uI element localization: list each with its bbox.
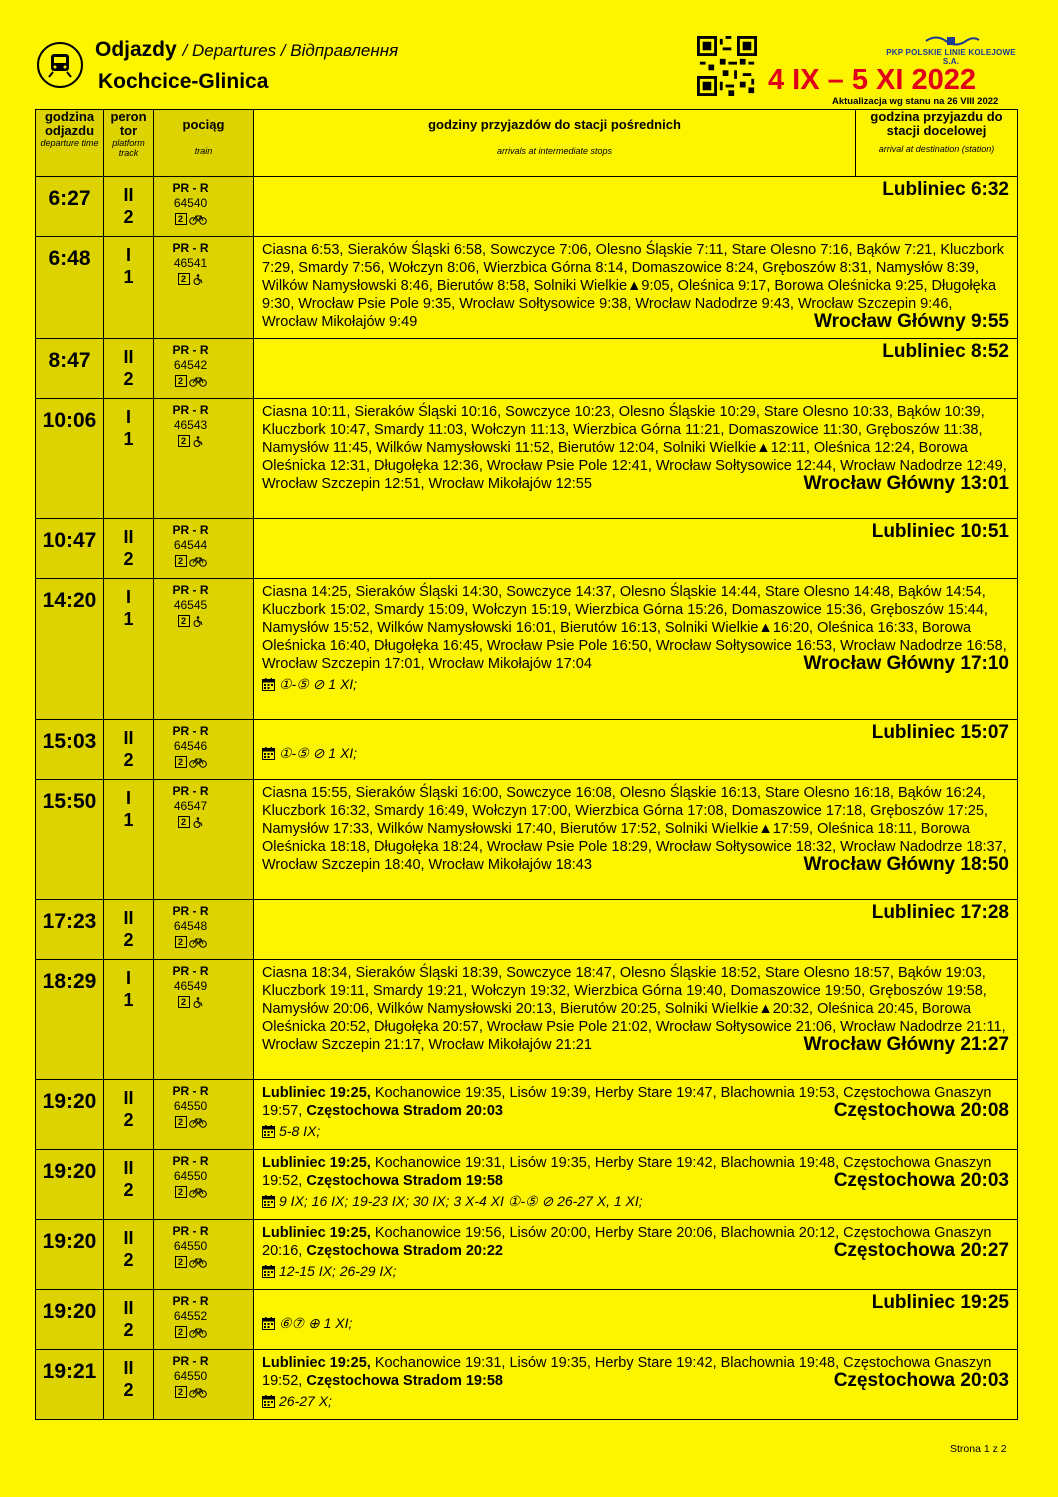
- table-row: [36, 177, 1018, 237]
- table-row: [36, 237, 1018, 339]
- destination: Wrocław Główny 17:10: [803, 653, 1009, 674]
- calendar-icon: [262, 1265, 275, 1278]
- calendar-note: [262, 1262, 1009, 1280]
- train-info: [154, 177, 254, 237]
- accessibility-icon: [192, 616, 204, 627]
- track: 1: [123, 429, 134, 449]
- platform: II: [123, 185, 134, 205]
- accessibility-icon: [192, 997, 204, 1008]
- bicycle-icon: [189, 1117, 207, 1128]
- destination: Lubliniec 19:25: [871, 1292, 1009, 1313]
- departure-time: 6:27: [36, 177, 104, 237]
- second-class-icon: 2: [175, 1256, 187, 1268]
- platform: II: [123, 527, 134, 547]
- page-number: Strona 1 z 2: [950, 1443, 1007, 1455]
- route-cell: [254, 960, 1018, 1080]
- route-cell: [254, 1350, 1018, 1420]
- train-category: PR - R: [172, 1294, 209, 1308]
- train-number: 64550: [173, 1369, 208, 1383]
- second-class-icon: 2: [178, 996, 190, 1008]
- note-text: 12-15 IX; 26-29 IX;: [279, 1263, 397, 1279]
- platform-track: [104, 1150, 154, 1220]
- accessibility-icon: [192, 817, 204, 828]
- departure-time: 18:29: [36, 960, 104, 1080]
- table-row: [36, 519, 1018, 579]
- intermediate-stops: Ciasna 18:34, Sieraków Śląski 18:39, Sowczyce 18:47, Olesno Śląskie 18:52, Stare Olesno 18:57, Bąków 19:03, Kluczbork 19:11, Smardy 19:21, Wołczyn 19:32, Wierzbica Górna 19:40, Domaszowice 19:50, Gręboszów 19:58, Namysłów 20:06, Wilków Namysłowski 20:13, Bierutów 20:25, Solniki Wielkie▲20:32, Oleśnica 20:45, Borowa Oleśnicka 20:52, Długołęka 20:57, Wrocław Psie Pole 21:02, Wrocław Sołtysowice 21:06, Wrocław Nadodrze 21:11, Wrocław Szczepin 21:17, Wrocław Mikołajów 21:21: [262, 965, 1006, 1053]
- platform: I: [125, 968, 131, 988]
- destination: Lubliniec 17:28: [871, 902, 1009, 923]
- destination: Częstochowa 20:03: [833, 1170, 1009, 1191]
- train-number: 64550: [173, 1169, 208, 1183]
- calendar-note: [262, 1392, 1009, 1410]
- intermediate-stops: Ciasna 15:55, Sieraków Śląski 16:00, Sowczyce 16:08, Olesno Śląskie 16:13, Stare Olesno 16:18, Bąków 16:24, Kluczbork 16:32, Smardy 16:49, Wołczyn 17:00, Wierzbica Górna 17:08, Domaszowice 17:18, Gręboszów 17:25, Namysłów 17:33, Wilków Namysłowski 17:40, Bierutów 17:52, Solniki Wielkie▲17:59, Oleśnica 18:11, Borowa Oleśnicka 18:18, Długołęka 18:24, Wrocław Psie Pole 18:29, Wrocław Sołtysowice 18:32, Wrocław Nadodrze 18:37, Wrocław Szczepin 18:40, Wrocław Mikołajów 18:43: [262, 785, 1007, 873]
- intermediate-stops: Lubliniec 19:25, Kochanowice 19:56, Lisów 20:00, Herby Stare 20:06, Blachownia 20:12, Częstochowa Gnaszyn 20:16, Częstochowa Stradom 20:22: [262, 1225, 992, 1259]
- route-cell: [254, 1220, 1018, 1290]
- train-number: 46547: [173, 799, 208, 813]
- train-info: [154, 399, 254, 519]
- train-category: PR - R: [172, 583, 209, 597]
- table-row: [36, 1290, 1018, 1350]
- col-time: godzina odjazdu departure time: [36, 110, 104, 177]
- train-number: 46543: [173, 418, 208, 432]
- track: 1: [123, 267, 134, 287]
- train-category: PR - R: [172, 1154, 209, 1168]
- train-info: [154, 339, 254, 399]
- intermediate-stops: Lubliniec 19:25, Kochanowice 19:31, Lisów 19:35, Herby Stare 19:42, Blachownia 19:48, Częstochowa Gnaszyn 19:52, Częstochowa Stradom 19:58: [262, 1355, 992, 1389]
- track: 2: [123, 369, 134, 389]
- route-cell: [254, 399, 1018, 519]
- bicycle-icon: [189, 1387, 207, 1398]
- second-class-icon: 2: [178, 816, 190, 828]
- platform: II: [123, 1228, 134, 1248]
- route-cell: [254, 339, 1018, 399]
- calendar-note: [262, 1314, 1009, 1332]
- route-cell: [254, 237, 1018, 339]
- track: 2: [123, 1110, 134, 1130]
- col-dest: godzina przyjazdu do stacji docelowej arrival at destination (station): [856, 110, 1018, 177]
- col-stops: godziny przyjazdów do stacji pośrednich arrivals at intermediate stops: [254, 110, 856, 177]
- departure-time: 14:20: [36, 579, 104, 720]
- train-number: 64552: [173, 1309, 208, 1323]
- train-category: PR - R: [172, 904, 209, 918]
- qr-code-icon: [697, 36, 757, 96]
- destination: Wrocław Główny 18:50: [803, 854, 1009, 875]
- train-number: 64546: [173, 739, 208, 753]
- bicycle-icon: [189, 757, 207, 768]
- destination: Lubliniec 8:52: [882, 341, 1009, 362]
- departure-time: 10:47: [36, 519, 104, 579]
- route-cell: [254, 720, 1018, 780]
- page-title: Odjazdy / Departures / Відправлення: [95, 38, 399, 61]
- intermediate-stops: Ciasna 10:11, Sieraków Śląski 10:16, Sowczyce 10:23, Olesno Śląskie 10:29, Stare Olesno 10:33, Bąków 10:39, Kluczbork 10:47, Smardy 11:03, Wołczyn 11:13, Wierzbica Górna 11:21, Domaszowice 11:30, Gręboszów 11:38, Namysłów 11:45, Wilków Namysłowski 11:52, Bierutów 12:04, Solniki Wielkie▲12:11, Oleśnica 12:24, Borowa Oleśnicka 12:31, Długołęka 12:36, Wrocław Psie Pole 12:41, Wrocław Sołtysowice 12:44, Wrocław Nadodrze 12:49, Wrocław Szczepin 12:51, Wrocław Mikołajów 12:55: [262, 404, 1007, 492]
- destination: Wrocław Główny 9:55: [814, 311, 1009, 332]
- destination: Lubliniec 10:51: [871, 521, 1009, 542]
- route-cell: [254, 579, 1018, 720]
- bicycle-icon: [189, 937, 207, 948]
- train-category: PR - R: [172, 724, 209, 738]
- second-class-icon: 2: [178, 435, 190, 447]
- route-cell: [254, 177, 1018, 237]
- note-text: ⑥⑦ ⊕ 1 XI;: [279, 1315, 353, 1331]
- train-number: 64540: [173, 196, 208, 210]
- train-info: [154, 519, 254, 579]
- train-info: [154, 960, 254, 1080]
- track: 2: [123, 1180, 134, 1200]
- note-text: ①-⑤ ⊘ 1 XI;: [279, 676, 358, 692]
- train-number: 64544: [173, 538, 208, 552]
- second-class-icon: 2: [175, 1186, 187, 1198]
- platform-track: [104, 1220, 154, 1290]
- calendar-icon: [262, 1395, 275, 1408]
- train-category: PR - R: [172, 1224, 209, 1238]
- departure-time: 10:06: [36, 399, 104, 519]
- platform-track: [104, 1080, 154, 1150]
- platform: II: [123, 728, 134, 748]
- train-category: PR - R: [172, 403, 209, 417]
- track: 1: [123, 810, 134, 830]
- train-number: 64550: [173, 1099, 208, 1113]
- destination: Częstochowa 20:03: [833, 1370, 1009, 1391]
- train-info: [154, 720, 254, 780]
- intermediate-stops: Lubliniec 19:25, Kochanowice 19:31, Lisów 19:35, Herby Stare 19:42, Blachownia 19:48, Częstochowa Gnaszyn 19:52, Częstochowa Stradom 19:58: [262, 1155, 992, 1189]
- calendar-icon: [262, 1125, 275, 1138]
- table-row: [36, 339, 1018, 399]
- destination: Częstochowa 20:08: [833, 1100, 1009, 1121]
- second-class-icon: 2: [175, 936, 187, 948]
- train-number: 64542: [173, 358, 208, 372]
- route-cell: [254, 1150, 1018, 1220]
- train-number: 64550: [173, 1239, 208, 1253]
- calendar-icon: [262, 747, 275, 760]
- track: 2: [123, 207, 134, 227]
- second-class-icon: 2: [178, 273, 190, 285]
- platform-track: [104, 900, 154, 960]
- second-class-icon: 2: [175, 1386, 187, 1398]
- update-note: Aktualizacja wg stanu na 26 VIII 2022: [832, 96, 999, 107]
- train-info: [154, 1080, 254, 1150]
- platform-track: [104, 780, 154, 900]
- calendar-note: [262, 675, 1009, 693]
- train-category: PR - R: [172, 343, 209, 357]
- train-category: PR - R: [172, 181, 209, 195]
- train-number: 46541: [173, 256, 208, 270]
- train-category: PR - R: [172, 523, 209, 537]
- platform: II: [123, 347, 134, 367]
- calendar-note: [262, 1192, 1009, 1210]
- platform-track: [104, 519, 154, 579]
- second-class-icon: 2: [175, 1116, 187, 1128]
- train-number: 46545: [173, 598, 208, 612]
- note-text: ①-⑤ ⊘ 1 XI;: [279, 745, 358, 761]
- route-cell: [254, 1080, 1018, 1150]
- train-info: [154, 1220, 254, 1290]
- track: 2: [123, 1380, 134, 1400]
- second-class-icon: 2: [175, 1326, 187, 1338]
- departure-time: 19:21: [36, 1350, 104, 1420]
- table-row: [36, 900, 1018, 960]
- intermediate-stops: Lubliniec 19:25, Kochanowice 19:35, Lisów 19:39, Herby Stare 19:47, Blachownia 19:53, Częstochowa Gnaszyn 19:57, Częstochowa Stradom 20:03: [262, 1085, 992, 1119]
- platform-track: [104, 399, 154, 519]
- destination: Lubliniec 6:32: [882, 179, 1009, 200]
- platform: II: [123, 1298, 134, 1318]
- platform-track: [104, 1350, 154, 1420]
- train-icon: [37, 42, 83, 88]
- train-number: 64548: [173, 919, 208, 933]
- col-platform: peron tor platform track: [104, 110, 154, 177]
- train-number: 46549: [173, 979, 208, 993]
- note-text: 26-27 X;: [279, 1393, 332, 1409]
- track: 2: [123, 1320, 134, 1340]
- departure-time: 17:23: [36, 900, 104, 960]
- bicycle-icon: [189, 1327, 207, 1338]
- train-info: [154, 900, 254, 960]
- track: 2: [123, 549, 134, 569]
- bicycle-icon: [189, 376, 207, 387]
- route-cell: [254, 900, 1018, 960]
- intermediate-stops: Ciasna 6:53, Sieraków Śląski 6:58, Sowczyce 7:06, Olesno Śląskie 7:11, Stare Olesno 7:16, Bąków 7:21, Kluczbork 7:29, Smardy 7:56, Wołczyn 8:06, Wierzbica Górna 8:14, Domaszowice 8:24, Gręboszów 8:31, Namysłów 8:39, Wilków Namysłowski 8:46, Bierutów 8:58, Solniki Wielkie▲9:05, Oleśnica 9:17, Borowa Oleśnicka 9:25, Długołęka 9:30, Wrocław Psie Pole 9:35, Wrocław Sołtysowice 9:38, Wrocław Nadodrze 9:43, Wrocław Szczepin 9:46, Wrocław Mikołajów 9:49: [262, 242, 1005, 330]
- station-name: Kochcice-Glinica: [98, 70, 269, 93]
- departure-time: 19:20: [36, 1150, 104, 1220]
- table-row: [36, 1150, 1018, 1220]
- departure-time: 19:20: [36, 1290, 104, 1350]
- platform-track: [104, 579, 154, 720]
- train-info: [154, 1150, 254, 1220]
- departure-time: 15:03: [36, 720, 104, 780]
- second-class-icon: 2: [175, 555, 187, 567]
- platform-track: [104, 1290, 154, 1350]
- pkp-logo: PKP POLSKIE LINIE KOLEJOWE S.A.: [880, 34, 1022, 60]
- second-class-icon: 2: [175, 375, 187, 387]
- departures-table: [35, 109, 1018, 1420]
- second-class-icon: 2: [175, 213, 187, 225]
- train-info: [154, 780, 254, 900]
- train-info: [154, 237, 254, 339]
- train-category: PR - R: [172, 1354, 209, 1368]
- bicycle-icon: [189, 1187, 207, 1198]
- platform: I: [125, 587, 131, 607]
- note-text: 9 IX; 16 IX; 19-23 IX; 30 IX; 3 X-4 XI ①-⑤ ⊘ 26-27 X, 1 XI;: [279, 1193, 643, 1209]
- table-row: [36, 579, 1018, 720]
- platform: II: [123, 908, 134, 928]
- platform: I: [125, 407, 131, 427]
- table-row: [36, 720, 1018, 780]
- table-row: [36, 1220, 1018, 1290]
- train-category: PR - R: [172, 964, 209, 978]
- destination: Częstochowa 20:27: [833, 1240, 1009, 1261]
- accessibility-icon: [192, 436, 204, 447]
- destination: Wrocław Główny 13:01: [803, 473, 1009, 494]
- platform: I: [125, 788, 131, 808]
- table-row: [36, 1080, 1018, 1150]
- validity-dates: 4 IX – 5 XI 2022: [768, 64, 976, 96]
- track: 2: [123, 930, 134, 950]
- table-row: [36, 780, 1018, 900]
- departure-time: 19:20: [36, 1220, 104, 1290]
- intermediate-stops: Ciasna 14:25, Sieraków Śląski 14:30, Sowczyce 14:37, Olesno Śląskie 14:44, Stare Olesno 14:48, Bąków 14:54, Kluczbork 15:02, Smardy 15:09, Wołczyn 15:19, Wierzbica Górna 15:26, Domaszowice 15:36, Gręboszów 15:44, Namysłów 15:52, Wilków Namysłowski 16:01, Bierutów 16:13, Solniki Wielkie▲16:20, Oleśnica 16:33, Borowa Oleśnicka 16:40, Długołęka 16:45, Wrocław Psie Pole 16:50, Wrocław Sołtysowice 16:53, Wrocław Nadodrze 16:58, Wrocław Szczepin 17:01, Wrocław Mikołajów 17:04: [262, 584, 1007, 672]
- train-info: [154, 1290, 254, 1350]
- train-category: PR - R: [172, 1084, 209, 1098]
- platform-track: [104, 339, 154, 399]
- departure-time: 15:50: [36, 780, 104, 900]
- platform: II: [123, 1158, 134, 1178]
- table-row: [36, 399, 1018, 519]
- table-row: [36, 960, 1018, 1080]
- platform: I: [125, 245, 131, 265]
- platform: II: [123, 1358, 134, 1378]
- departure-time: 19:20: [36, 1080, 104, 1150]
- calendar-icon: [262, 1317, 275, 1330]
- destination: Lubliniec 15:07: [871, 722, 1009, 743]
- platform: II: [123, 1088, 134, 1108]
- table-row: [36, 1350, 1018, 1420]
- second-class-icon: 2: [178, 615, 190, 627]
- train-category: PR - R: [172, 241, 209, 255]
- route-cell: [254, 519, 1018, 579]
- calendar-icon: [262, 1195, 275, 1208]
- train-info: [154, 1350, 254, 1420]
- calendar-note: [262, 744, 1009, 762]
- bicycle-icon: [189, 214, 207, 225]
- departure-time: 6:48: [36, 237, 104, 339]
- route-cell: [254, 780, 1018, 900]
- track: 2: [123, 1250, 134, 1270]
- train-info: [154, 579, 254, 720]
- calendar-icon: [262, 678, 275, 691]
- platform-track: [104, 237, 154, 339]
- track: 2: [123, 750, 134, 770]
- calendar-note: [262, 1122, 1009, 1140]
- track: 1: [123, 990, 134, 1010]
- destination: Wrocław Główny 21:27: [803, 1034, 1009, 1055]
- bicycle-icon: [189, 1257, 207, 1268]
- platform-track: [104, 177, 154, 237]
- note-text: 5-8 IX;: [279, 1123, 321, 1139]
- route-cell: [254, 1290, 1018, 1350]
- accessibility-icon: [192, 274, 204, 285]
- col-train: pociąg train: [154, 110, 254, 177]
- track: 1: [123, 609, 134, 629]
- second-class-icon: 2: [175, 756, 187, 768]
- departure-time: 8:47: [36, 339, 104, 399]
- bicycle-icon: [189, 556, 207, 567]
- train-category: PR - R: [172, 784, 209, 798]
- platform-track: [104, 720, 154, 780]
- platform-track: [104, 960, 154, 1080]
